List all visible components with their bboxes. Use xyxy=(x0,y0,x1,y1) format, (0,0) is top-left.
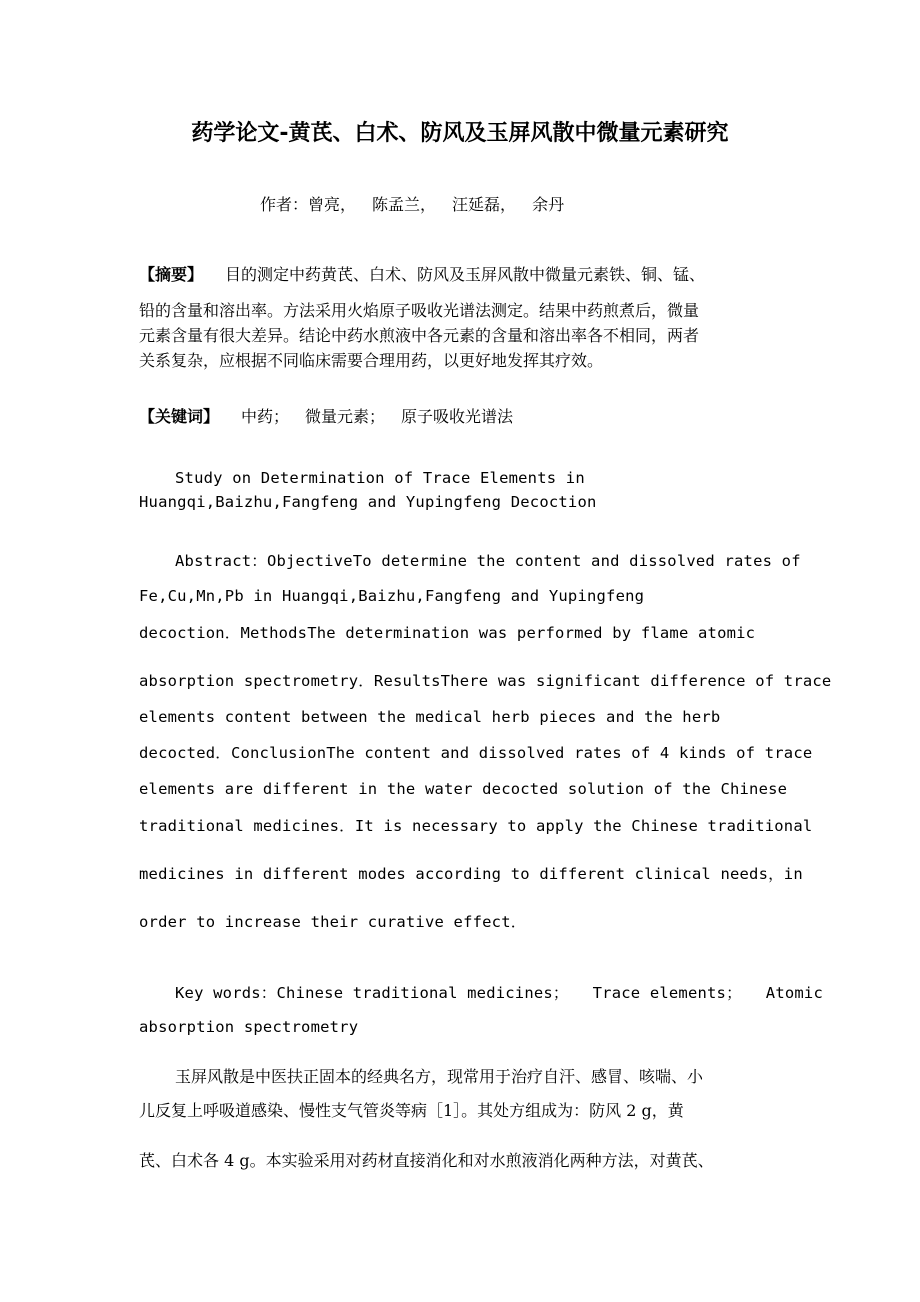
author-name: 汪延磊， xyxy=(452,195,517,214)
abstract-zh-line: 元素含量有很大差异。结论中药水煎液中各元素的含量和溶出率各不相同，两者 xyxy=(139,326,700,345)
abstract-en-line: Fe,Cu,Mn,Pb in Huangqi,Baizhu,Fangfeng and Yupingfeng xyxy=(139,587,645,605)
author-name: 陈孟兰， xyxy=(372,195,437,214)
keyword-zh: 微量元素； xyxy=(305,407,386,426)
author-name: 曾亮， xyxy=(308,195,357,214)
abstract-zh-line: 【摘要】 目的测定中药黄芪、白术、防风及玉屏风散中微量元素铁、铜、锰、 xyxy=(139,265,706,284)
author-name: 余丹 xyxy=(532,195,565,214)
keyword-en: Trace elements； xyxy=(592,984,742,1002)
keywords-zh-label: 【关键词】 xyxy=(139,407,220,426)
keyword-zh: 原子吸收光谱法 xyxy=(401,407,514,426)
keyword-en: Chinese traditional medicines； xyxy=(276,984,569,1002)
body-paragraph-line: 玉屏风散是中医扶正固本的经典名方，现常用于治疗自汗、感冒、咳喘、小 xyxy=(175,1067,704,1086)
author-prefix: 作者： xyxy=(260,195,309,214)
keywords-en xyxy=(175,981,823,1005)
abstract-en-line: decoction．MethodsThe determination was performed by flame atomic xyxy=(139,624,756,642)
abstract-en-line: traditional medicines．It is necessary to apply the Chinese traditional xyxy=(139,817,813,835)
abstract-en-line: elements are different in the water decocted solution of the Chinese xyxy=(139,780,788,798)
abstract-en-line: decocted．ConclusionThe content and dissolved rates of 4 kinds of trace xyxy=(139,744,813,762)
body-paragraph-line: 儿反复上呼吸道感染、慢性支气管炎等病［1］。其处方组成为：防风 2 g，黄 xyxy=(139,1101,684,1120)
abstract-en-line: Abstract：ObjectiveTo determine the content and dissolved rates of xyxy=(175,552,801,570)
english-title-line: Study on Determination of Trace Elements in xyxy=(175,469,585,487)
abstract-zh-line: 关系复杂，应根据不同临床需要合理用药，以更好地发挥其疗效。 xyxy=(139,351,604,370)
abstract-zh-line: 铅的含量和溶出率。方法采用火焰原子吸收光谱法测定。结果中药煎煮后，微量 xyxy=(139,301,700,320)
keyword-en: Atomic xyxy=(765,984,823,1002)
author-line xyxy=(260,192,564,218)
english-title-line: Huangqi,Baizhu,Fangfeng and Yupingfeng Decoction xyxy=(139,493,597,511)
keywords-en-continuation: absorption spectrometry xyxy=(139,1018,359,1036)
page-title: 药学论文-黄芪、白术、防风及玉屏风散中微量元素研究 xyxy=(191,121,729,146)
keywords-zh xyxy=(139,404,513,430)
abstract-zh-label: 【摘要】 xyxy=(139,265,204,284)
keyword-zh: 中药； xyxy=(241,407,290,426)
abstract-en-line: elements content between the medical herb pieces and the herb xyxy=(139,708,721,726)
abstract-en-line: absorption spectrometry．ResultsThere was significant difference of trace xyxy=(139,672,832,690)
body-paragraph-line: 芪、白术各 4 g。本实验采用对药材直接消化和对水煎液消化两种方法，对黄芪、 xyxy=(139,1151,714,1170)
abstract-en-line: order to increase their curative effect． xyxy=(139,913,527,931)
abstract-en-line: medicines in different modes according to different clinical needs，in xyxy=(139,865,803,883)
keywords-en-label: Key words： xyxy=(175,984,277,1002)
